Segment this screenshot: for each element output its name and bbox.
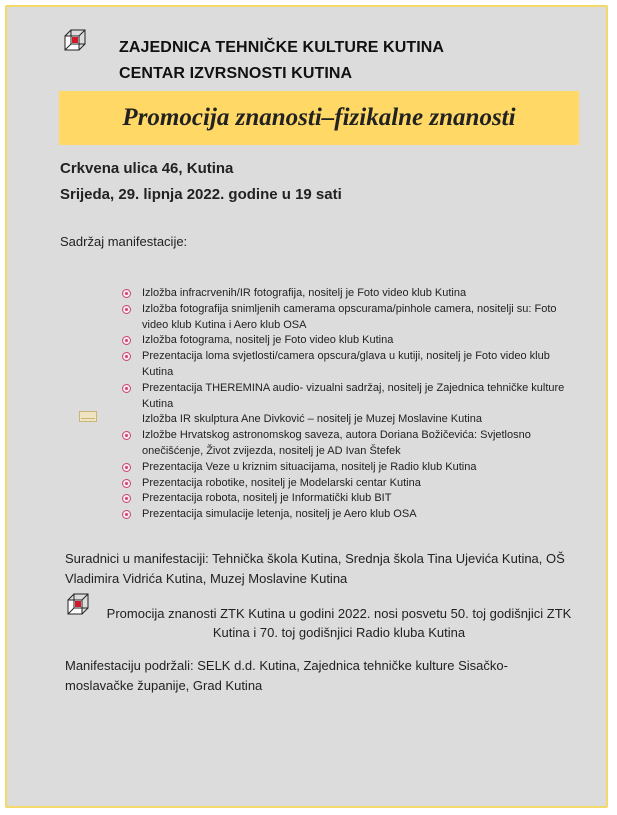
supporters-text: Manifestaciju podržali: SELK d.d. Kutina, Zajednica tehničke kulture Sisačko-moslavačke županije, Grad Kutina — [65, 658, 508, 693]
list-item: Izložba fotografija snimljenih camerama opscurama/pinhole camera, nositelji su: Foto video klub Kutina i Aero klub OSA — [122, 302, 577, 334]
bullet-icon — [122, 494, 131, 503]
program-list — [122, 286, 577, 523]
bullet-icon — [122, 431, 131, 440]
collaborators-text: Suradnici u manifestaciji: Tehnička škola Kutina, Srednja škola Tina Ujevića Kutina, OŠ Vladimira Vidrića Kutina, Muzej Moslavine Kutina — [65, 551, 565, 586]
envelope-icon — [79, 411, 97, 422]
bullet-icon — [122, 305, 131, 314]
bullet-icon — [122, 352, 131, 361]
bullet-icon — [122, 463, 131, 472]
event-title: Promocija znanosti–fizikalne znanosti — [122, 104, 516, 131]
org-name-line2: CENTAR IZVRSNOSTI KUTINA — [119, 65, 353, 82]
cube-logo-icon — [67, 593, 89, 615]
org-name-line1: ZAJEDNICA TEHNIČKE KULTURE KUTINA — [119, 39, 445, 56]
bullet-icon — [122, 289, 131, 298]
list-item: Prezentacija robotike, nositelj je Modelarski centar Kutina — [122, 476, 577, 492]
list-item: Prezentacija robota, nositelj je Informatički klub BIT — [122, 491, 577, 507]
list-item: Izložba IR skulptura Ane Divković – nositelj je Muzej Moslavine Kutina — [142, 413, 482, 426]
event-address: Crkvena ulica 46, Kutina — [60, 160, 234, 177]
bullet-icon — [122, 510, 131, 519]
cube-logo-icon — [64, 29, 86, 51]
list-item: Izložba infracrvenih/IR fotografija, nositelj je Foto video klub Kutina — [122, 286, 577, 302]
list-item: Prezentacija simulacije letenja, nositelj je Aero klub OSA — [122, 507, 577, 523]
list-item: Izložbe Hrvatskog astronomskog saveza, autora Doriana Božičevića: Svjetlosno onečišćenje, Život zvijezda, nositelj je AD Ivan Štefek — [122, 428, 577, 460]
bullet-icon — [122, 384, 131, 393]
dedication-text: Promocija znanosti ZTK Kutina u godini 2022. nosi posvetu 50. toj godišnjici ZTK Kutina i 70. toj godišnjici Radio kluba Kutina — [106, 606, 572, 640]
list-item: Prezentacija loma svjetlosti/camera opscura/glava u kutiji, nositelj je Foto video klub Kutina — [122, 349, 577, 381]
list-item: Prezentacija Veze u kriznim situacijama, nositelj je Radio klub Kutina — [122, 460, 577, 476]
list-item: Prezentacija THEREMINA audio- vizualni sadržaj, nositelj je Zajednica tehničke kulture Kutina — [122, 381, 577, 413]
poster-page — [5, 5, 608, 808]
event-date: Srijeda, 29. lipnja 2022. godine u 19 sati — [60, 186, 342, 203]
list-item: Izložba fotograma, nositelj je Foto video klub Kutina — [122, 333, 577, 349]
program-heading: Sadržaj manifestacije: — [60, 234, 188, 249]
bullet-icon — [122, 479, 131, 488]
title-banner — [59, 91, 579, 145]
bullet-icon — [122, 336, 131, 345]
